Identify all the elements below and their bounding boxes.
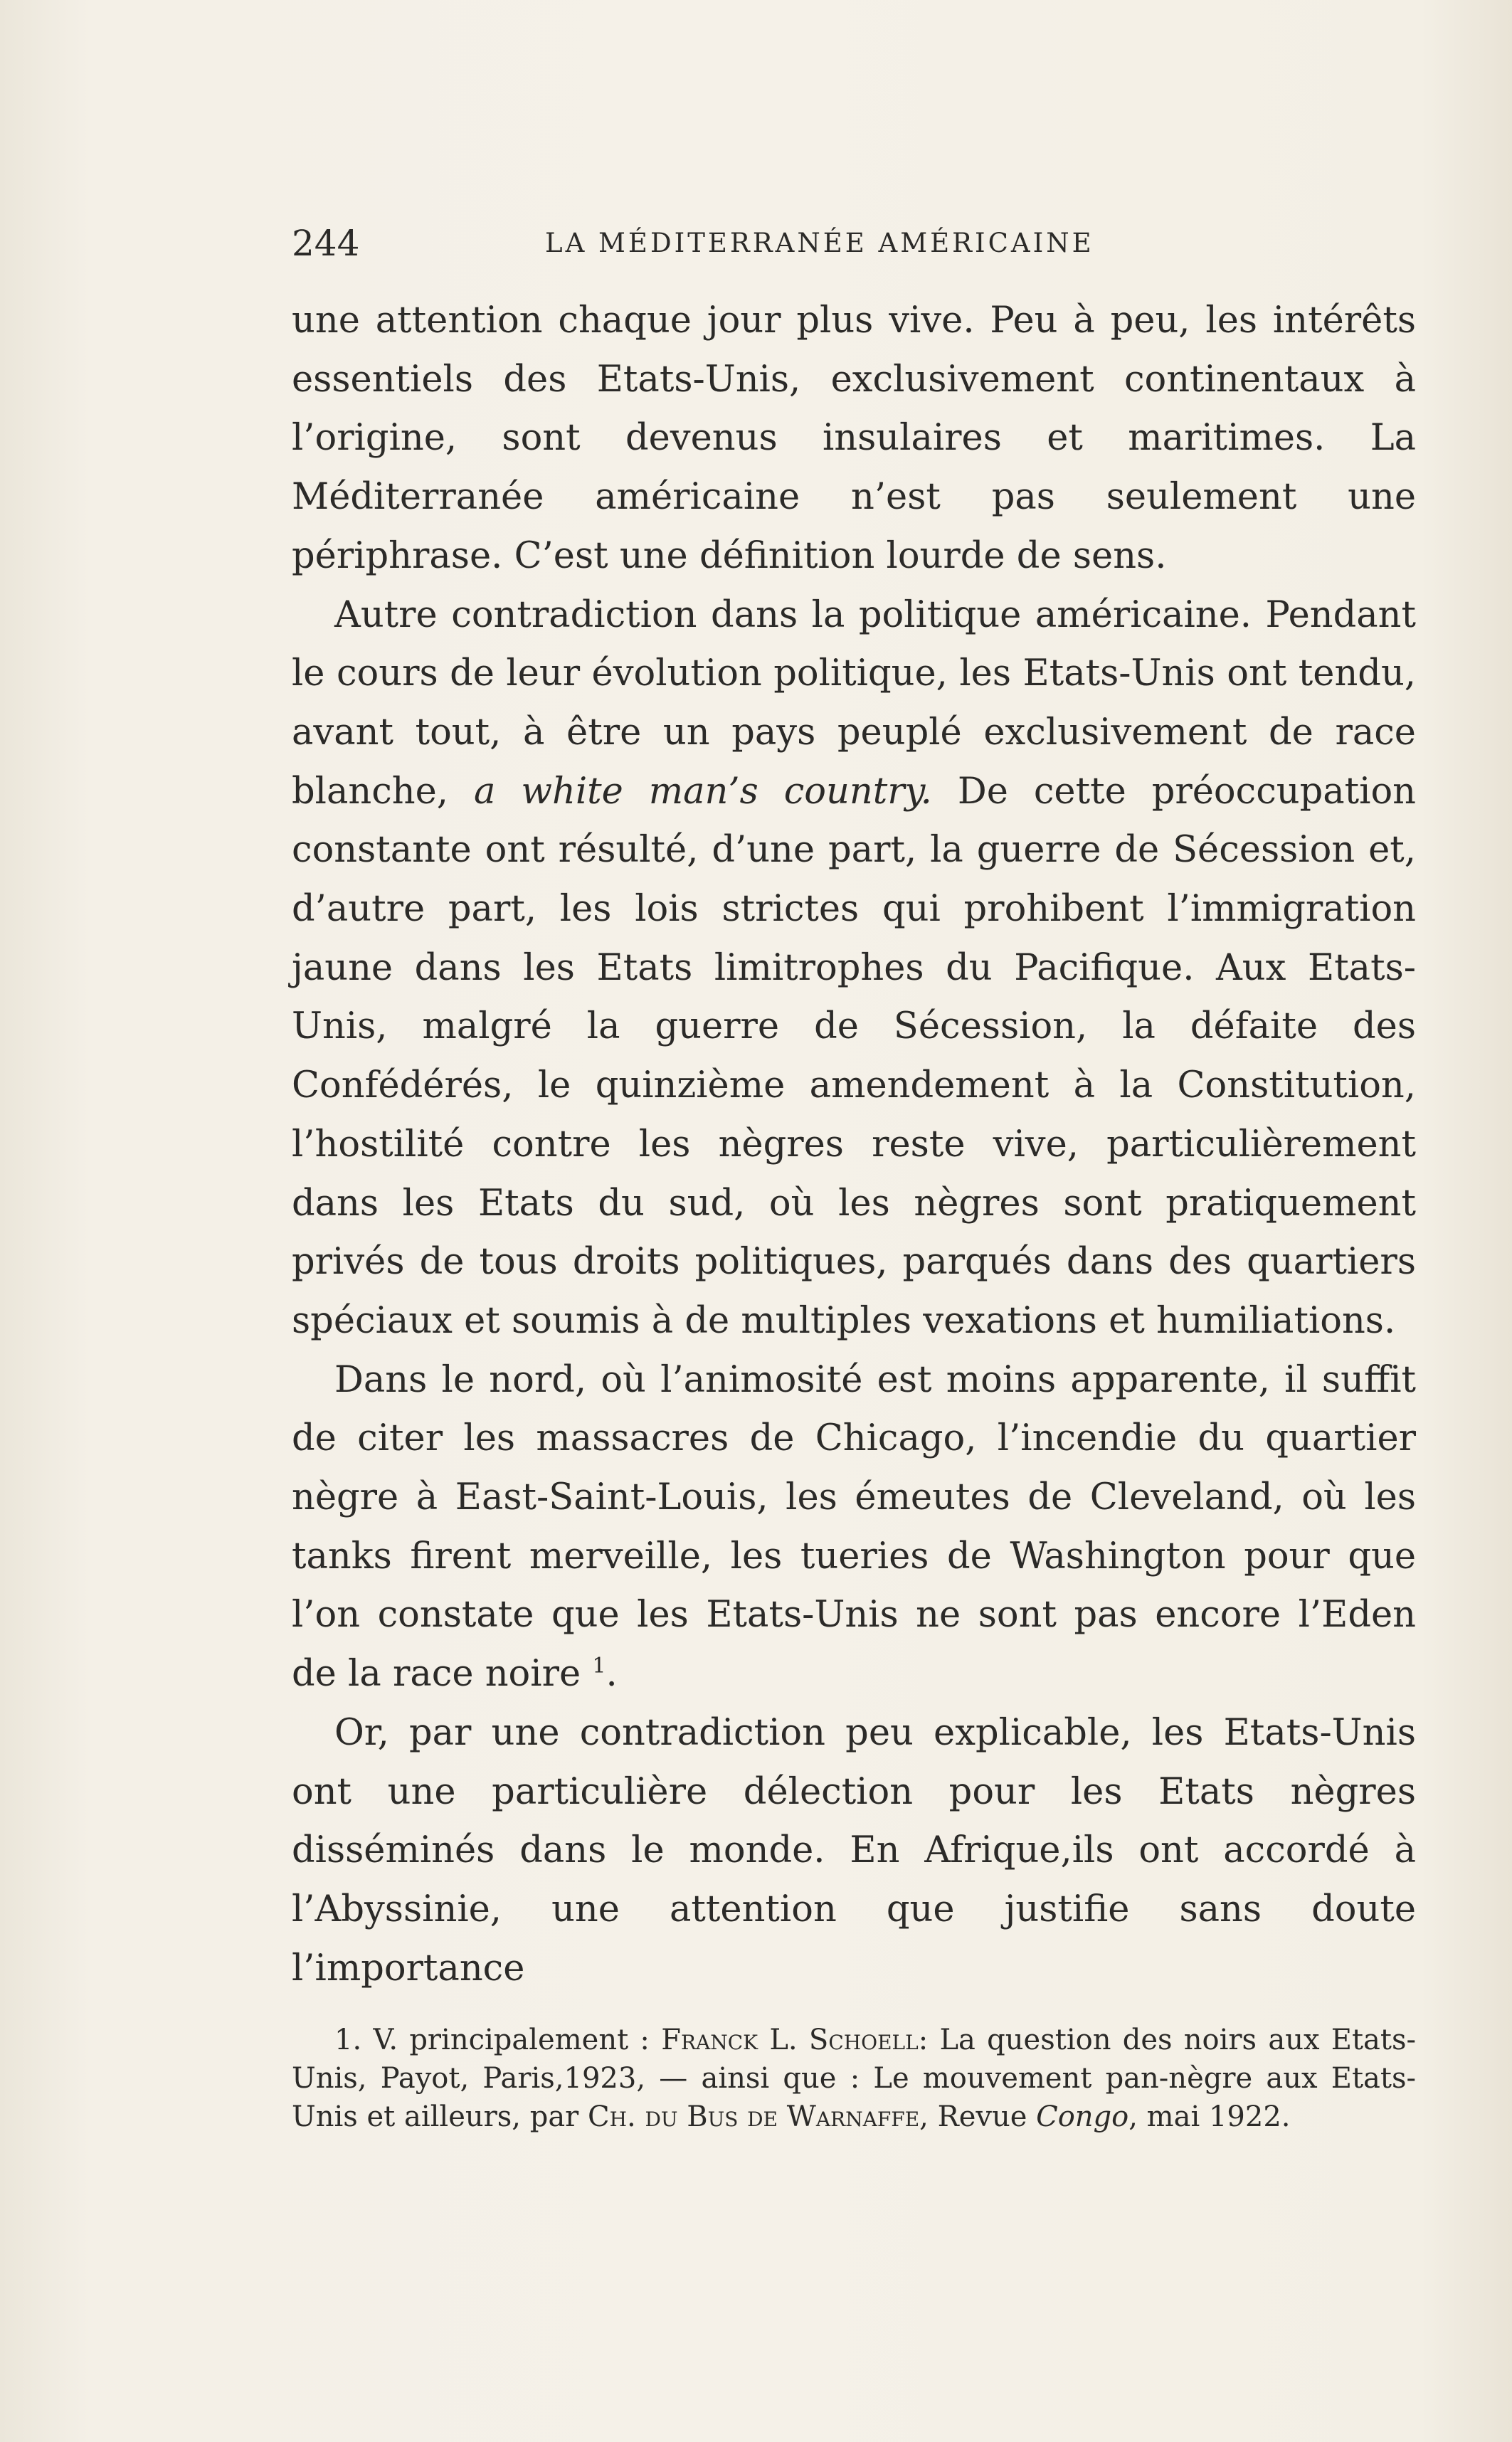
footnote-reference[interactable]: 1 [592, 1654, 606, 1679]
paragraph-2 [292, 586, 1416, 1351]
footnote [292, 2021, 1416, 2136]
footnote-journal: Congo [1036, 2100, 1129, 2133]
paragraph-1 [292, 292, 1416, 586]
footnote-text-1: V. principalement : [373, 2024, 650, 2056]
footnote-marker: 1. [334, 2024, 362, 2056]
paragraph-2-end: De cette préoccupation constante ont résulté, d’une part, la guerre de Sécession et, d’autre part, les lois strictes qui prohibent l’immigration jaune dans les Etats limitrophes du Pacifique. Aux Etats-Unis, malgré la guerre de Sécession, la défaite des Confédérés, le quinzième amendement à la Constitution, l’hostilité contre les nègres reste vive, particulièrement dans les Etats du sud, où les nègres sont pratiquement privés de tous droits politiques, parqués dans des quartiers spéciaux et soumis à de multiples vexations et humiliations. [292, 770, 1417, 1342]
running-title: LA MÉDITERRANÉE AMÉRICAINE [545, 228, 1094, 258]
paragraph-2-start: Autre contradiction dans la politique américaine. Pendant le cours de leur évolution politique, les Etats-Unis ont tendu, avant tout, à être un pays peuplé exclusivement de race blanche, [292, 593, 1416, 813]
paragraph-1-text: une attention chaque jour plus vive. Peu à peu, les intérêts essentiels des Etats-Unis, exclusivement continentaux à l’origine, sont devenus insulaires et maritimes. La Méditerranée américaine n’est pas seulement une périphrase. C’est une définition lourde de sens. [292, 300, 1416, 577]
paragraph-2-italic: a white man’s country. [473, 770, 932, 813]
footnote-text-2: : La question des noirs aux Etats-Unis, Payot, Paris,1923, — ainsi que : Le mouvement pan-nègre aux Etats-Unis et ailleurs, par [292, 2024, 1417, 2133]
footnote-text-3: , Revue [919, 2100, 1027, 2133]
page-number: 244 [292, 223, 360, 264]
body-text [292, 292, 1416, 1998]
footnote-author-2: Ch. du Bus de Warnaffe [588, 2100, 920, 2133]
paragraph-3-text: Dans le nord, où l’animosité est moins apparente, il suffit de citer les massacres de Chicago, l’incendie du quartier nègre à East-Saint-Louis, les émeutes de Cleveland, où les tanks firent merveille, les tueries de Washington pour que l’on constate que les Etats-Unis ne sont pas encore l’Eden de la race noire [292, 1358, 1416, 1696]
paragraph-3 [292, 1351, 1416, 1704]
footnote-author-1: Franck L. Schoell [661, 2024, 919, 2056]
paragraph-3-end: . [606, 1653, 618, 1696]
paragraph-4 [292, 1704, 1416, 1999]
footnote-text-4: , mai 1922. [1128, 2100, 1291, 2133]
paragraph-4-text: Or, par une contradiction peu explicable, les Etats-Unis ont une particulière délection pour les Etats nègres disséminés dans le monde. En Afrique,ils ont accordé à l’Abyssinie, une attention que justifie sans doute l’importance [292, 1711, 1416, 1989]
page-header [292, 222, 1416, 265]
